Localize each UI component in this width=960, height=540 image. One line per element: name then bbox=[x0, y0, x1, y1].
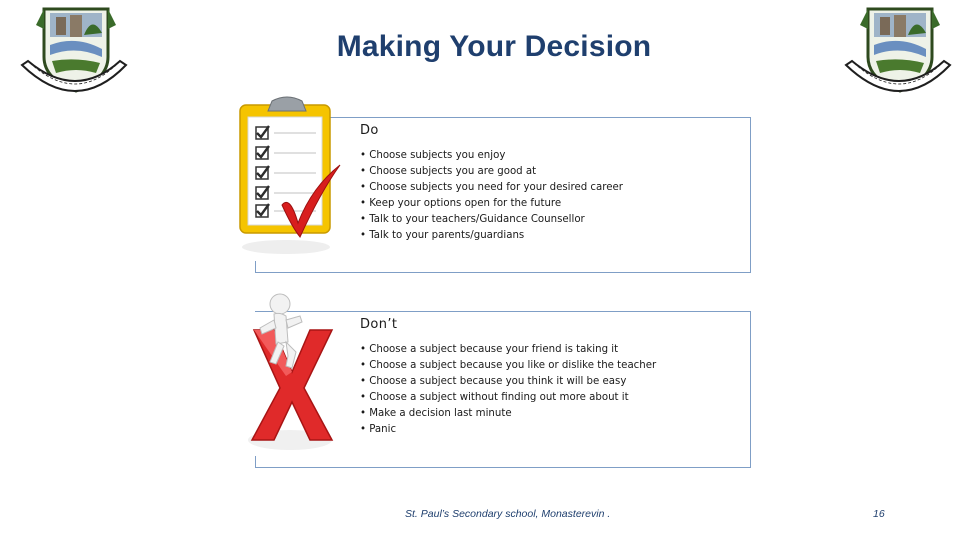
list-item: • Keep your options open for the future bbox=[360, 196, 623, 212]
list-item: • Choose subjects you enjoy bbox=[360, 148, 623, 164]
page-number: 16 bbox=[873, 508, 885, 520]
list-item: • Choose a subject without finding out more about it bbox=[360, 390, 656, 406]
list-item: • Choose a subject because you think it will be easy bbox=[360, 374, 656, 390]
dont-heading: Don’t bbox=[360, 317, 398, 332]
list-item: • Panic bbox=[360, 422, 656, 438]
list-item: • Choose subjects you need for your desired career bbox=[360, 180, 623, 196]
clipboard-checklist-icon bbox=[232, 95, 344, 260]
do-heading: Do bbox=[360, 123, 379, 138]
list-item: • Choose a subject because you like or dislike the teacher bbox=[360, 358, 656, 374]
list-item: • Choose subjects you are good at bbox=[360, 164, 623, 180]
list-item: • Talk to your parents/guardians bbox=[360, 228, 623, 244]
list-item: • Make a decision last minute bbox=[360, 406, 656, 422]
footer-school-name: St. Paul’s Secondary school, Monasterevin . bbox=[405, 508, 611, 520]
list-item: • Choose a subject because your friend is taking it bbox=[360, 342, 656, 358]
red-x-figure-icon bbox=[240, 290, 340, 460]
do-list bbox=[360, 148, 623, 244]
dont-list bbox=[360, 342, 656, 438]
slide-title: Making Your Decision bbox=[336, 30, 652, 63]
list-item: • Talk to your teachers/Guidance Counsellor bbox=[360, 212, 623, 228]
